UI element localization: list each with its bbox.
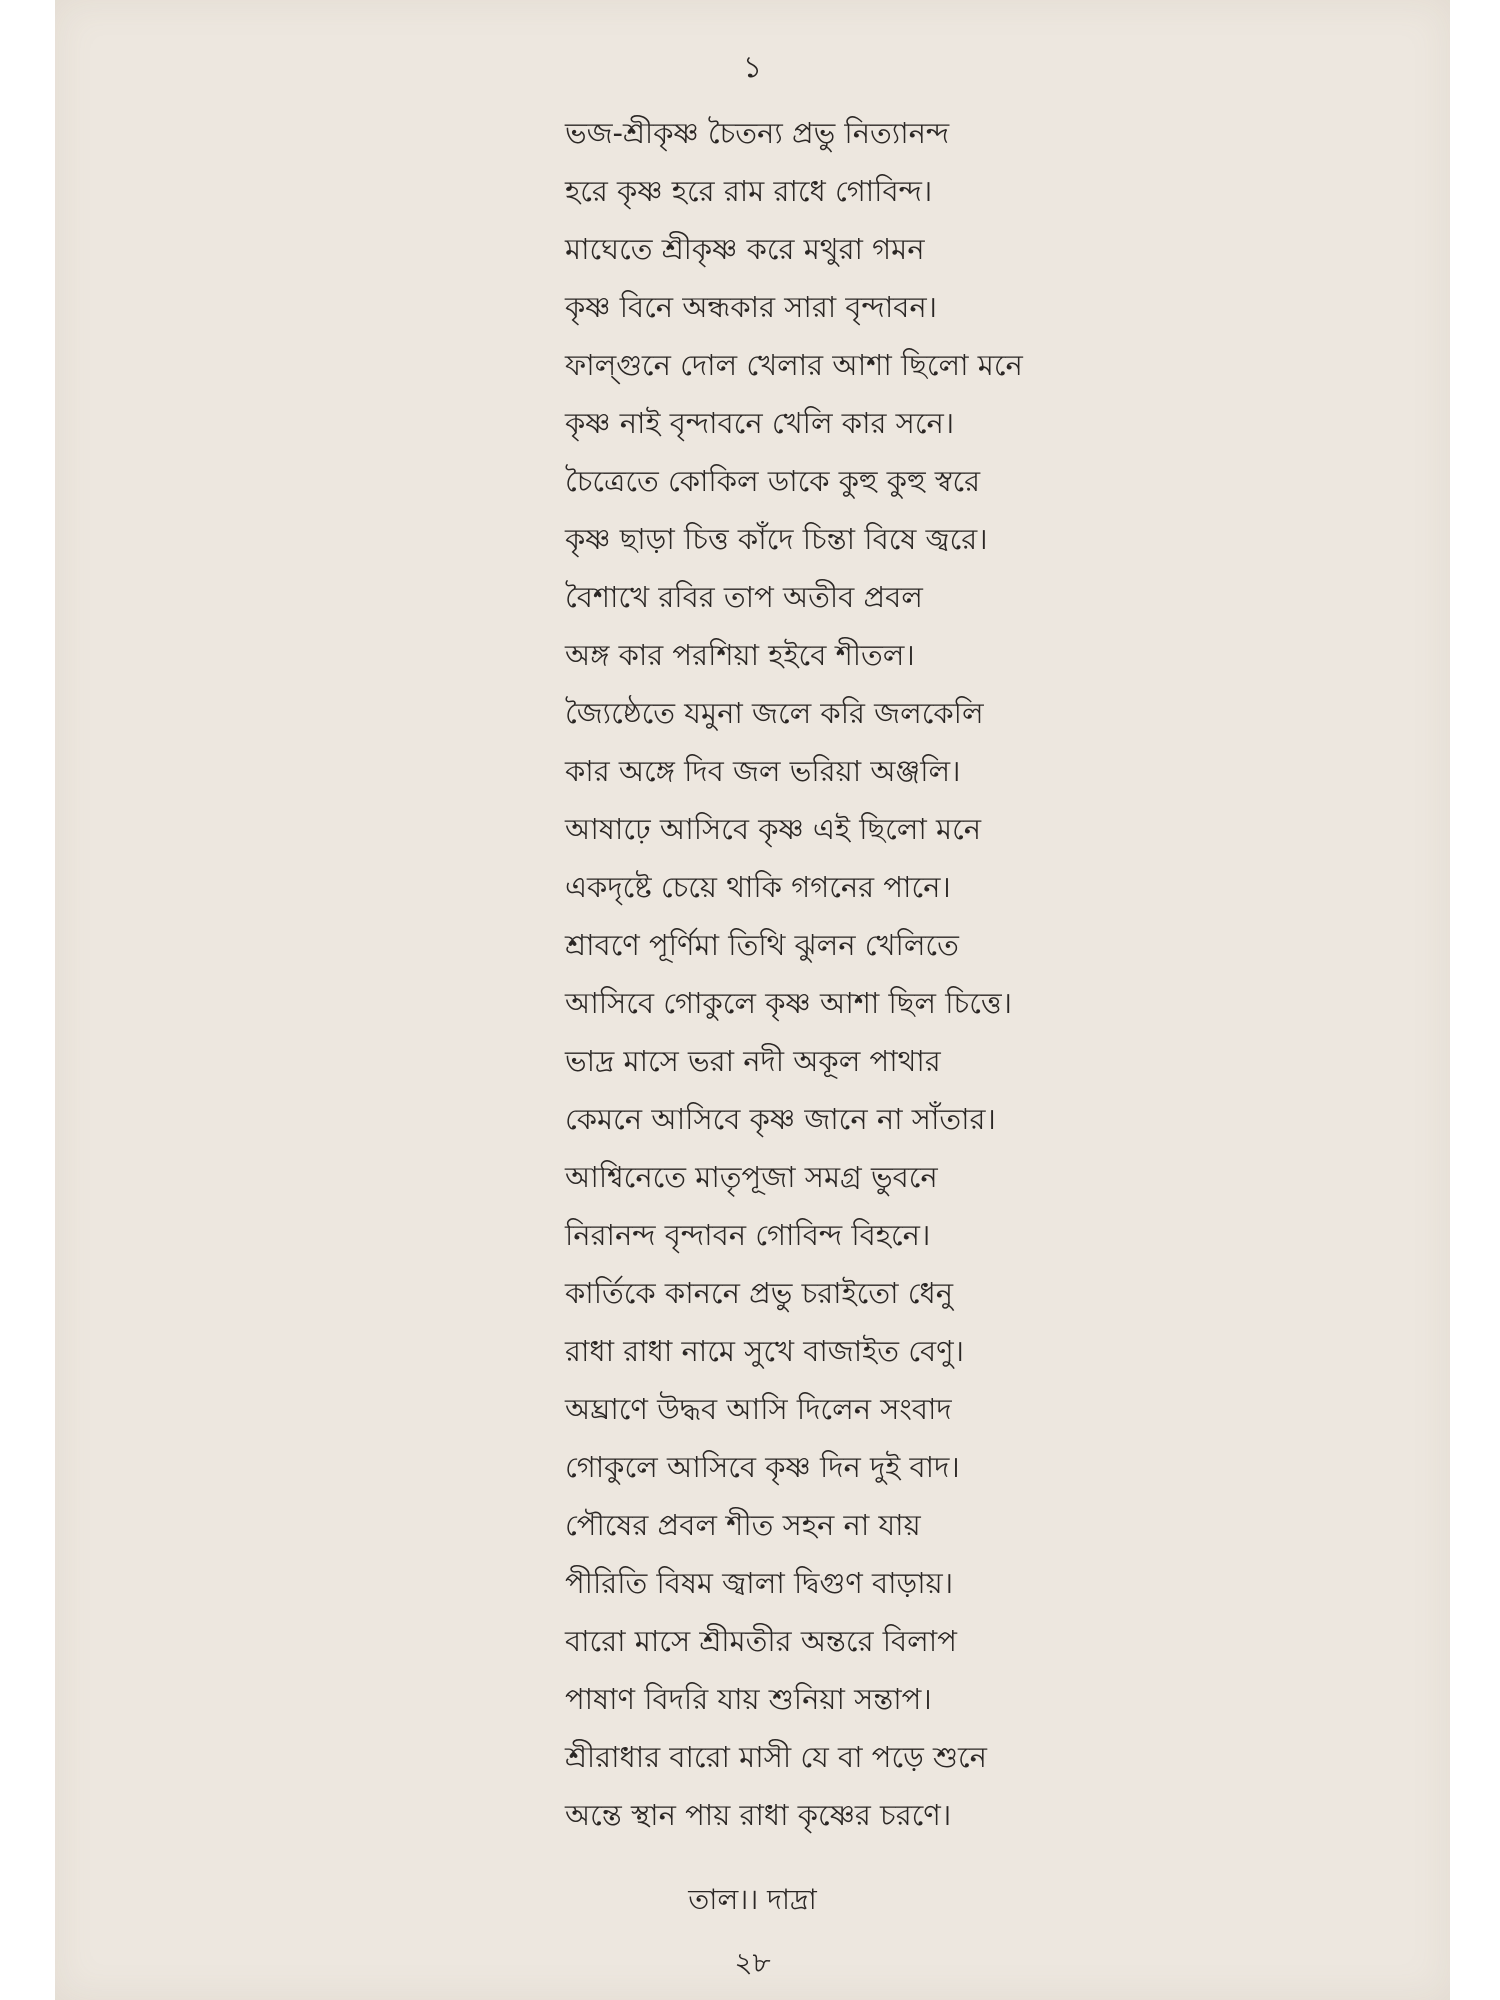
lyric-line: আষাঢ়ে আসিবে কৃষ্ণ এই ছিলো মনে — [565, 812, 982, 846]
lyric-line: কৃষ্ণ ছাড়া চিত্ত কাঁদে চিন্তা বিষে জ্বরে। — [565, 522, 988, 556]
lyric-line: ফাল্গুনে দোল খেলার আশা ছিলো মনে — [565, 348, 1023, 382]
lyric-line: আশ্বিনেতে মাতৃপূজা সমগ্র ভুবনে — [565, 1160, 938, 1194]
lyric-line: অন্তে স্থান পায় রাধা কৃষ্ণের চরণে। — [565, 1798, 952, 1832]
lyric-line: জ্যৈষ্ঠেতে যমুনা জলে করি জলকেলি — [565, 696, 984, 730]
lyric-line: কার অঙ্গে দিব জল ভরিয়া অঞ্জলি। — [565, 754, 961, 788]
lyric-line: অঙ্গ কার পরশিয়া হইবে শীতল। — [565, 638, 915, 672]
lyric-line: নিরানন্দ বৃন্দাবন গোবিন্দ বিহনে। — [565, 1218, 931, 1252]
lyric-line: বৈশাখে রবির তাপ অতীব প্রবল — [565, 580, 923, 614]
lyric-line: আসিবে গোকুলে কৃষ্ণ আশা ছিল চিত্তে। — [565, 986, 1012, 1020]
page-number: ২৮ — [734, 1946, 771, 1979]
lyric-line: ভাদ্র মাসে ভরা নদী অকূল পাথার — [565, 1044, 941, 1078]
book-page — [55, 0, 1450, 2000]
lyric-line: পীরিতি বিষম জ্বালা দ্বিগুণ বাড়ায়। — [565, 1566, 954, 1600]
song-lyrics — [565, 104, 1165, 1844]
lyric-line: একদৃষ্টে চেয়ে থাকি গগনের পানে। — [565, 870, 951, 904]
lyric-line: পাষাণ বিদরি যায় শুনিয়া সন্তাপ। — [565, 1682, 932, 1716]
lyric-line: কার্তিকে কাননে প্রভু চরাইতো ধেনু — [565, 1276, 954, 1310]
lyric-line: মাঘেতে শ্রীকৃষ্ণ করে মথুরা গমন — [565, 232, 925, 266]
tala-note: তাল।। দাদ্রা — [688, 1883, 817, 1916]
lyric-line: কেমনে আসিবে কৃষ্ণ জানে না সাঁতার। — [565, 1102, 996, 1136]
lyric-line: গোকুলে আসিবে কৃষ্ণ দিন দুই বাদ। — [565, 1450, 960, 1484]
song-number: ১ — [742, 50, 763, 85]
lyric-line: শ্রাবণে পূর্ণিমা তিথি ঝুলন খেলিতে — [565, 928, 959, 962]
lyric-line: রাধা রাধা নামে সুখে বাজাইত বেণু। — [565, 1334, 965, 1368]
lyric-line: অঘ্রাণে উদ্ধব আসি দিলেন সংবাদ — [565, 1392, 952, 1426]
lyric-line: কৃষ্ণ বিনে অন্ধকার সারা বৃন্দাবন। — [565, 290, 938, 324]
lyric-line: কৃষ্ণ নাই বৃন্দাবনে খেলি কার সনে। — [565, 406, 955, 440]
lyric-line: পৌষের প্রবল শীত সহন না যায় — [565, 1508, 921, 1542]
lyric-line: বারো মাসে শ্রীমতীর অন্তরে বিলাপ — [565, 1624, 957, 1658]
lyric-line: চৈত্রেতে কোকিল ডাকে কুহু কুহু স্বরে — [565, 464, 981, 498]
lyric-line: ভজ-শ্রীকৃষ্ণ চৈতন্য প্রভু নিত্যানন্দ — [565, 116, 950, 150]
lyric-line: হরে কৃষ্ণ হরে রাম রাধে গোবিন্দ। — [565, 174, 933, 208]
lyric-line: শ্রীরাধার বারো মাসী যে বা পড়ে শুনে — [565, 1740, 987, 1774]
